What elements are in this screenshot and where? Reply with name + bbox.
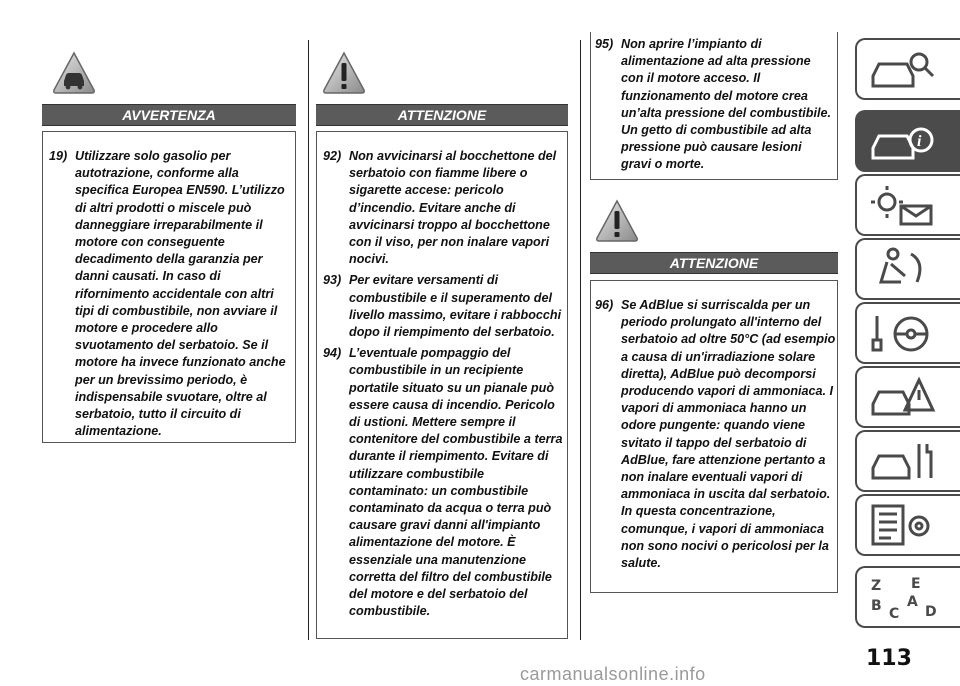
tab-technical-data[interactable] <box>855 494 960 556</box>
caution-list-continued <box>595 36 835 174</box>
item-text: Se AdBlue si surriscalda per un periodo prolungato all'interno del serbatoio ad oltre 50°C (ad esempio a causa di un'irradiazione solare diretta), AdBlue può decomporsi producendo vapori di ammoniaca. I vapori di ammoniaca hanno un odore pungente: quando viene svitato il tappo del serbatoio di AdBlue, fare attenzione pertanto a non inalare eventuali vapori di ammoniaca in uscita dal serbatoio. In questa concentrazione, comunque, i vapori di ammoniaca non sono nocivi o pericolosi per la salute. <box>621 298 836 571</box>
steering-key-icon <box>867 310 937 358</box>
tab-safety[interactable] <box>855 238 960 300</box>
list-item <box>323 272 565 341</box>
exclamation-warning-icon <box>594 198 640 244</box>
svg-text:B: B <box>871 598 882 614</box>
item-text: Per evitare versamenti di combustibile e il superamento del livello massimo, evitare i rabbocchi dopo il riempimento del serbatoio. <box>349 273 562 340</box>
seat-safety-icon <box>867 246 937 294</box>
list-item <box>323 148 565 268</box>
car-info-icon <box>867 118 937 166</box>
svg-text:D: D <box>925 604 937 620</box>
svg-text:Z: Z <box>871 578 882 594</box>
item-text: L’eventuale pompaggio del combustibile in un recipiente portatile situato su un pianale può essere causa di incendio. Pericolo di ustioni. Mettere sempre il contenitore del combustibile a terra durante il riempimento. Evitare di utilizzare combustibile contaminato: un combustibile contaminato da acqua o terra può causare gravi danni all'impianto alimentazione del motore. È essenziale una manutenzione corretta del filtro del combustibile del motore e del serbatoio del combustibile. <box>349 346 563 619</box>
svg-text:C: C <box>889 606 900 622</box>
warning-list <box>49 148 291 440</box>
car-search-icon <box>867 46 937 94</box>
list-item <box>595 36 835 174</box>
spec-sheet-icon <box>867 502 937 550</box>
list-item <box>323 345 565 620</box>
item-number: 96) <box>595 298 614 312</box>
car-warning-icon <box>51 50 97 96</box>
svg-text:i: i <box>917 133 922 150</box>
item-text: Utilizzare solo gasolio per autotrazione, conforme alla specifica Europea EN590. L’utilizzo di altri prodotti o miscele può danneggiare irreparabilmente il motore con conseguente decadimento della garanzia per danni causati. In caso di rifornimento accidentale con altri tipi di combustibile, non avviare il motore e procedere allo svuotamento del serbatoio. Se il motore ha invece funzionato anche per un brevissimo periodo, è indispensabile svuotare, oltre al serbatoio, tutto il circuito di alimentazione. <box>75 149 286 439</box>
tab-getting-to-know-car[interactable] <box>855 38 960 100</box>
exclamation-warning-icon <box>321 50 367 96</box>
caution-list <box>323 148 565 620</box>
column-divider-right <box>580 40 581 640</box>
caution-list <box>595 297 836 572</box>
svg-text:E: E <box>911 576 921 592</box>
svg-text:A: A <box>907 594 918 610</box>
list-item <box>595 297 836 572</box>
caution-box-continued <box>590 32 838 180</box>
item-text: Non avvicinarsi al bocchettone del serbatoio con fiamme libere o sigarette accese: pericolo d’incendio. Evitare anche di avvicinarsi troppo al bocchettone con il viso, per non inalare vapori nocivi. <box>349 149 557 267</box>
car-road-hazard-icon <box>867 374 937 422</box>
tab-emergency[interactable] <box>855 366 960 428</box>
watermark-text: carmanualsonline.info <box>520 664 706 684</box>
caution-box <box>590 280 838 593</box>
car-tools-icon <box>867 438 937 486</box>
item-number: 92) <box>323 149 342 163</box>
item-number: 93) <box>323 273 342 288</box>
alphabet-index-icon <box>867 574 937 622</box>
warning-banner: AVVERTENZA <box>42 104 296 126</box>
item-number: 94) <box>323 346 342 361</box>
tab-warning-lights[interactable] <box>855 174 960 236</box>
caution-box <box>316 131 568 639</box>
page-number: 113 <box>866 646 912 671</box>
caution-banner: ATTENZIONE <box>590 252 838 274</box>
tab-maintenance[interactable] <box>855 430 960 492</box>
item-text: Non aprire l’impianto di alimentazione ad alta pressione con il motore acceso. Il funzionamento del motore crea un’alta pressione del combustibile. Un getto di combustibile ad alta pressione può causare lesioni gravi o morte. <box>621 37 831 172</box>
tab-starting-driving[interactable] <box>855 302 960 364</box>
tab-knowing-instrument-panel[interactable] <box>855 110 960 172</box>
caution-banner: ATTENZIONE <box>316 104 568 126</box>
item-number: 19) <box>49 149 68 163</box>
warning-lights-icon <box>867 182 937 230</box>
item-number: 95) <box>595 37 614 51</box>
tab-index[interactable] <box>855 566 960 628</box>
column-divider-left <box>308 40 309 640</box>
list-item <box>49 148 291 440</box>
warning-box <box>42 131 296 443</box>
